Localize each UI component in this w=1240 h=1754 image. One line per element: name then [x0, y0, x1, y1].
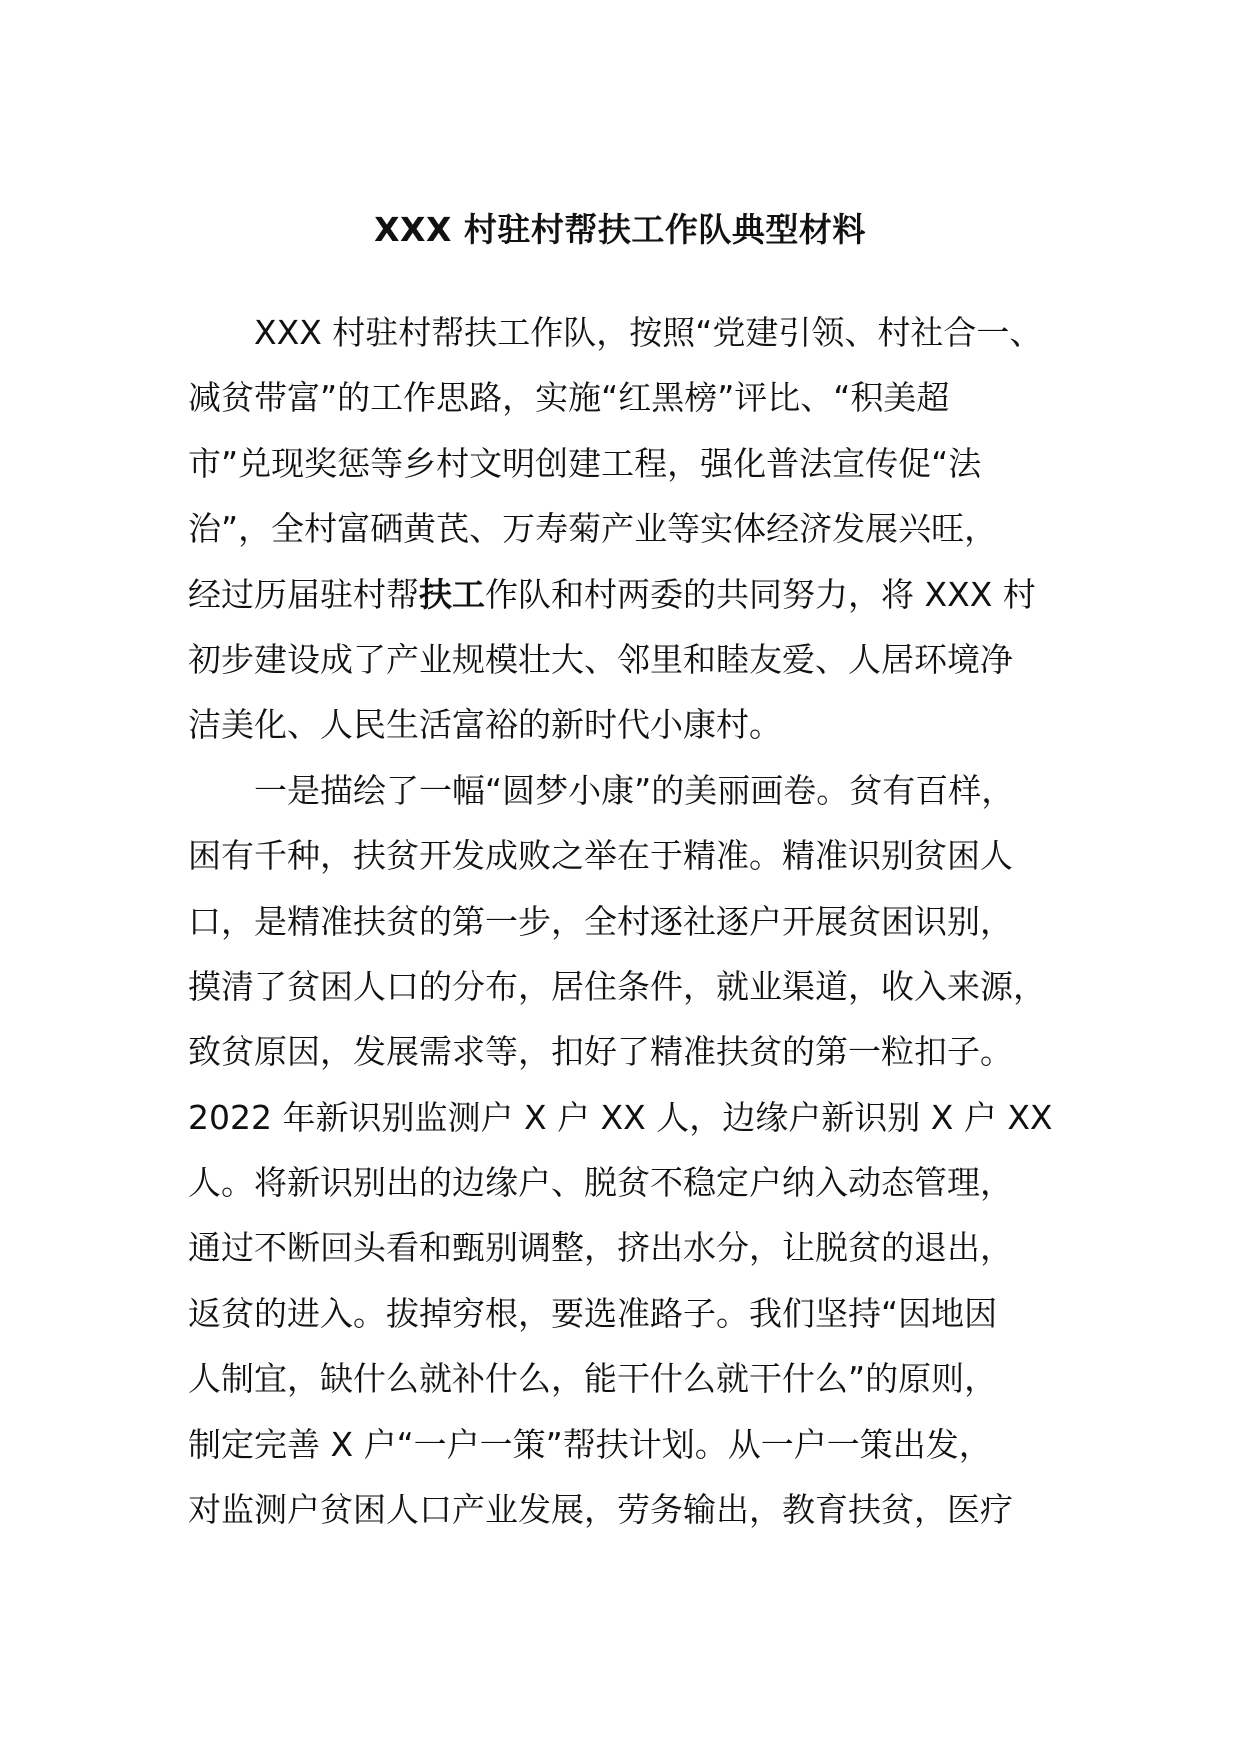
paragraph-1-line-1: XXX 村驻村帮扶工作队，按照“党建引领、村社合一、 — [254, 313, 1043, 352]
document-title: XXX 村驻村帮扶工作队典型材料 — [374, 210, 866, 249]
paragraph-1-line-5 — [188, 562, 1058, 627]
paragraph-2-line-5: 致贫原因，发展需求等，扣好了精准扶贫的第一粒扣子。 — [188, 1032, 1013, 1072]
paragraph-1-line-7: 洁美化、人民生活富裕的新时代小康村。 — [188, 705, 782, 745]
paragraph-1-line-6: 初步建设成了产业规模壮大、邻里和睦友爱、人居环境净 — [188, 639, 1013, 679]
paragraph-1-line-5-bold: 扶工 — [419, 574, 485, 614]
paragraph-2-line-8: 通过不断回头看和甄别调整，挤出水分，让脱贫的退出， — [188, 1228, 1013, 1268]
paragraph-2-line-6: 2022 年新识别监测户 X 户 XX 人，边缘户新识别 X 户 XX — [188, 1097, 1053, 1137]
paragraph-2-line-1: 一是描绘了一幅“圆梦小康”的美丽画卷。贫有百样， — [254, 770, 1015, 810]
paragraph-2-line-3: 口，是精准扶贫的第一步，全村逐社逐户开展贫困识别， — [188, 901, 1013, 941]
paragraph-2-line-10: 人制宜，缺什么就补什么，能干什么就干什么”的原则， — [188, 1359, 998, 1399]
paragraph-2-line-7: 人。将新识别出的边缘户、脱贫不稳定户纳入动态管理， — [188, 1163, 1013, 1203]
paragraph-2-line-9: 返贫的进入。拔掉穷根，要选准路子。我们坚持“因地因 — [188, 1293, 998, 1333]
paragraph-2-line-2: 困有千种，扶贫开发成败之举在于精准。精准识别贫困人 — [188, 836, 1013, 876]
document-body — [188, 300, 1058, 1542]
paragraph-2-line-11: 制定完善 X 户“一户一策”帮扶计划。从一户一策出发， — [188, 1424, 992, 1464]
paragraph-1-line-5-before: 经过历届驻村帮 — [188, 574, 419, 614]
paragraph-2-line-12: 对监测户贫困人口产业发展，劳务输出，教育扶贫，医疗 — [188, 1490, 1013, 1530]
paragraph-1-line-2: 减贫带富”的工作思路，实施“红黑榜”评比、“积美超 — [188, 378, 950, 418]
paragraph-1-line-4: 治”，全村富硒黄芪、万寿菊产业等实体经济发展兴旺， — [188, 509, 998, 549]
paragraph-1-line-5-after: 作队和村两委的共同努力，将 XXX 村 — [485, 574, 1036, 614]
paragraph-2-line-4: 摸清了贫困人口的分布，居住条件，就业渠道，收入来源， — [188, 966, 1046, 1006]
paragraph-1-line-3: 市”兑现奖惩等乡村文明创建工程，强化普法宣传促“法 — [188, 443, 982, 483]
